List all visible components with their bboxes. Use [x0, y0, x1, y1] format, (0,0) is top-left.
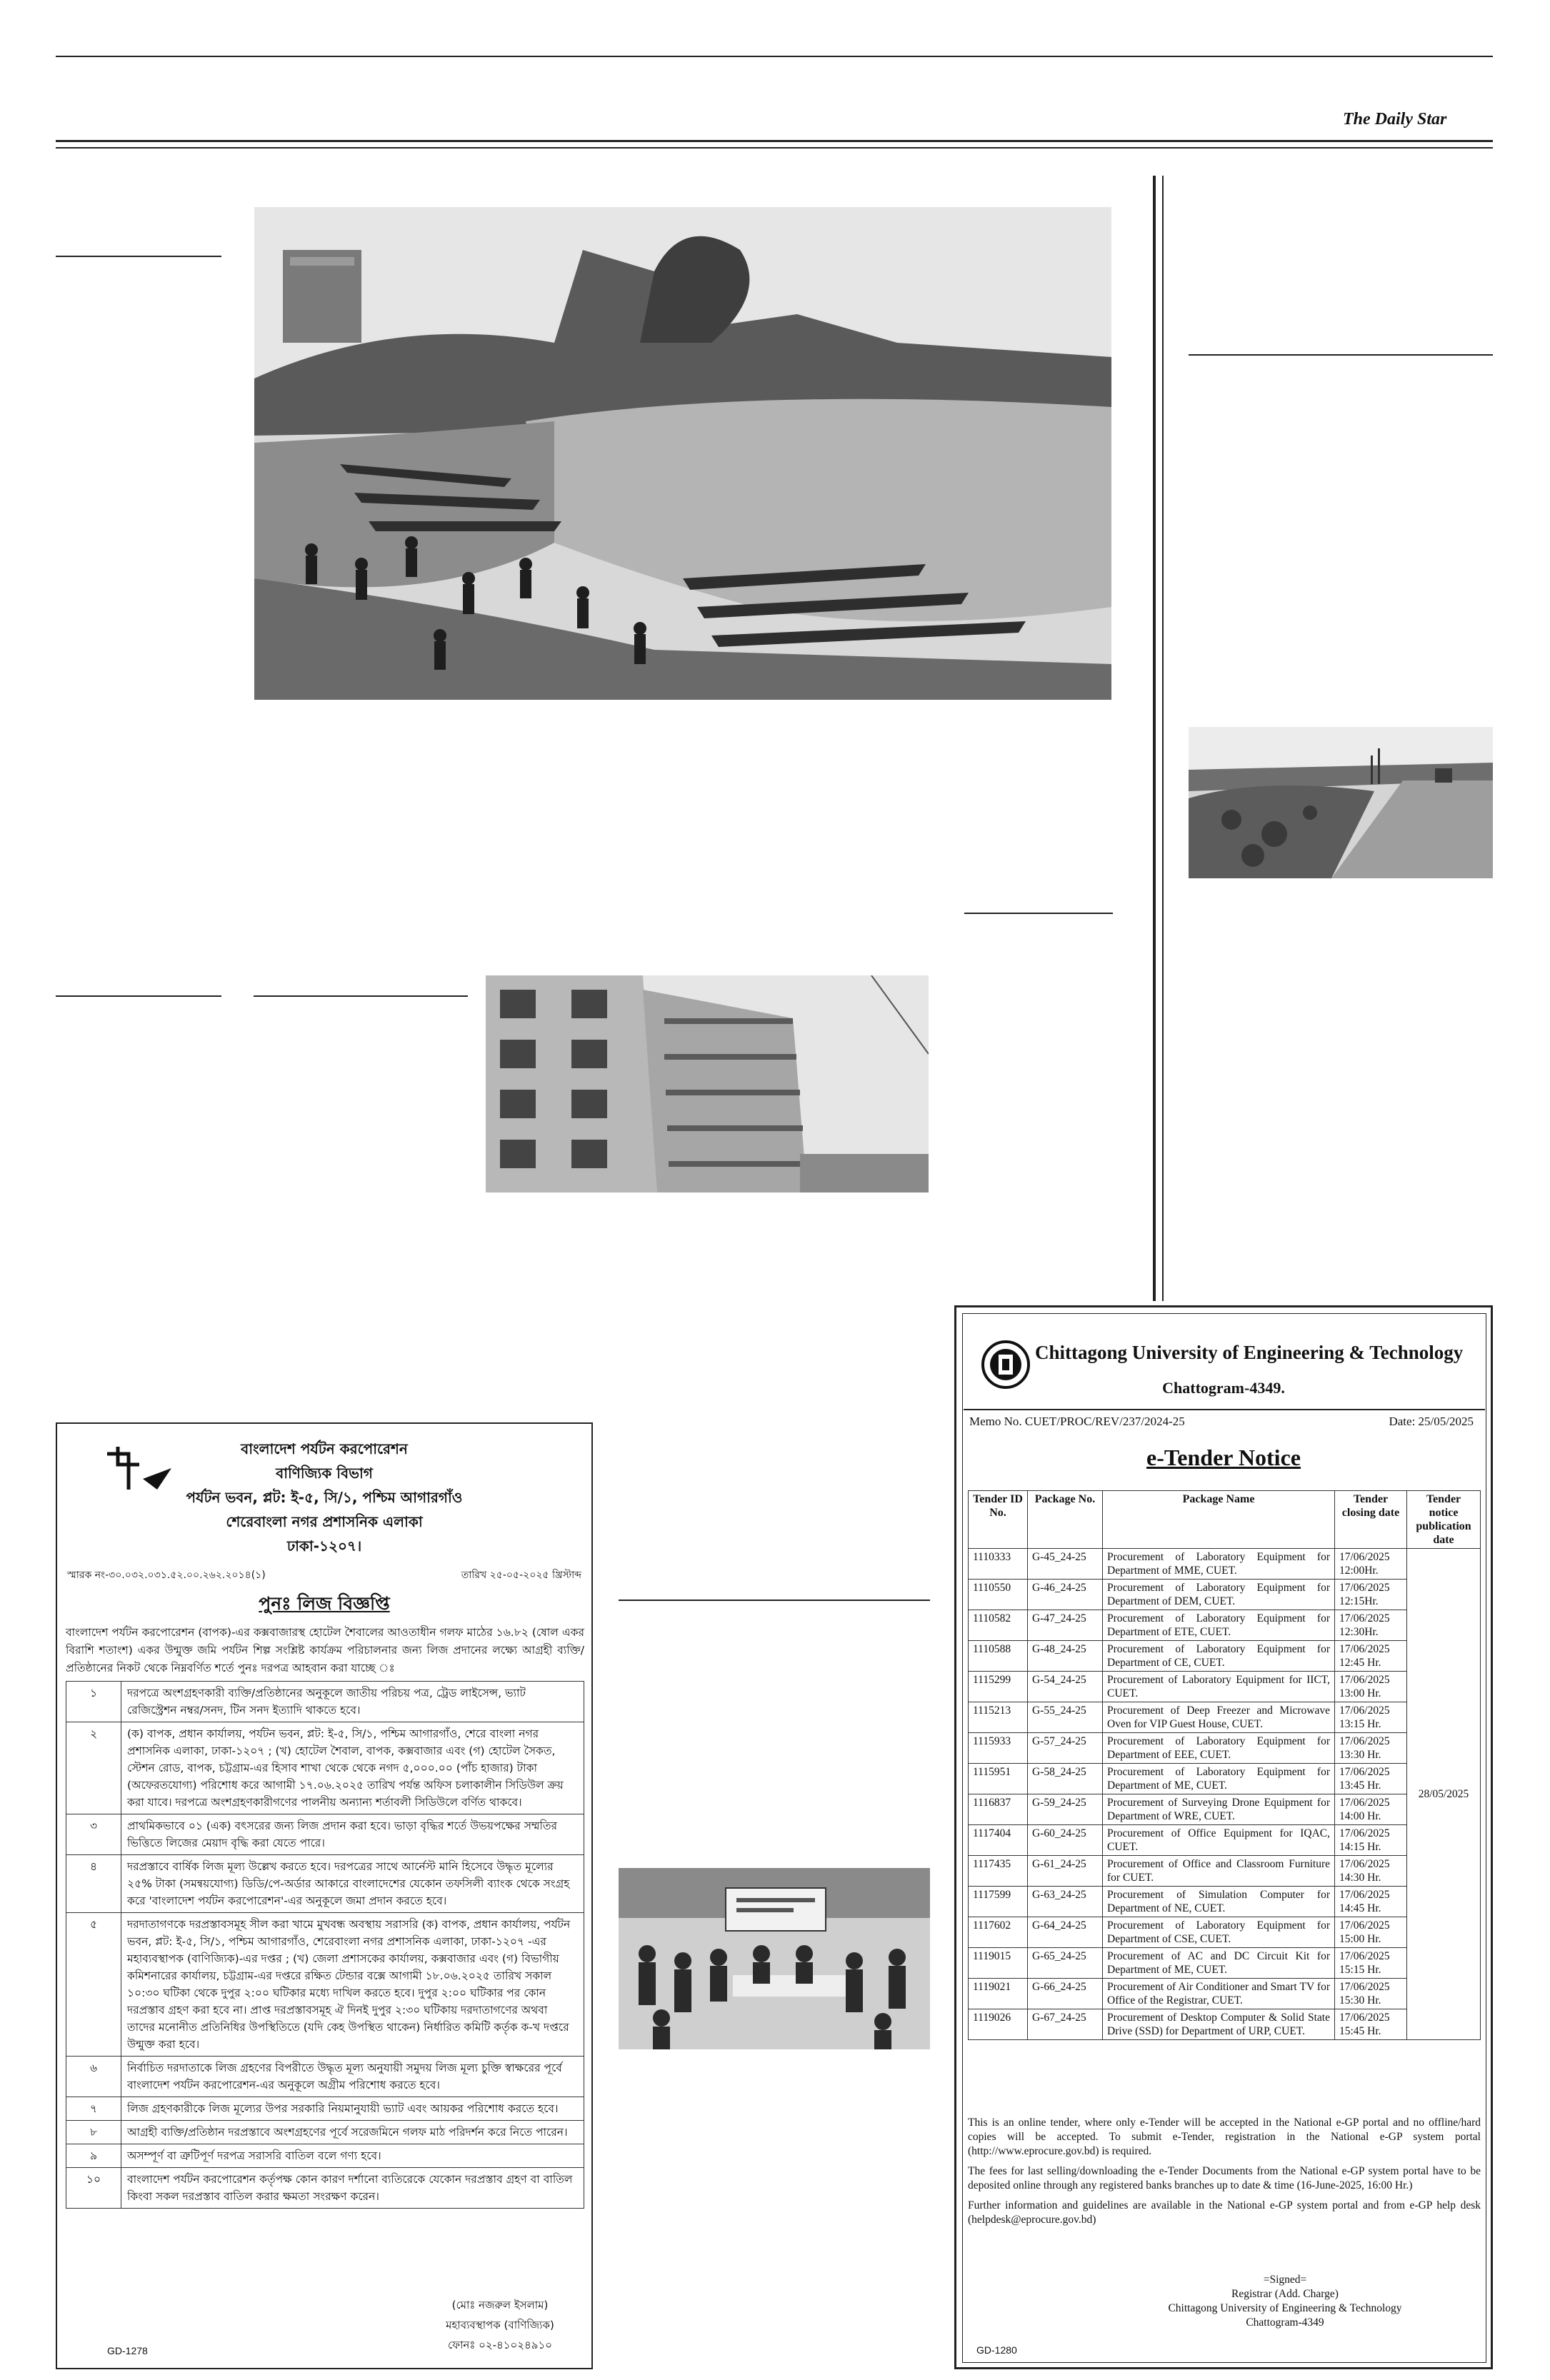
dept-name: বাণিজ্যিক বিভাগ: [276, 1465, 373, 1482]
closing-date: 17/06/2025: [1339, 2012, 1390, 2024]
closing-date: 17/06/2025: [1339, 1612, 1390, 1625]
lease-term-text: অসম্পূর্ণ বা ত্রুটিপূর্ণ দরপত্র সরাসরি বাতিল বলে গণ্য হবে।: [121, 2144, 584, 2168]
tender-signature: [1099, 2273, 1471, 2330]
package-name: Procurement of Laboratory Equipment for Department of ETE, CUET.: [1103, 1610, 1335, 1641]
closing-date: 17/06/2025: [1339, 1551, 1390, 1563]
closing-date: 17/06/2025: [1339, 1858, 1390, 1870]
tender-table: [968, 1490, 1481, 2040]
package-no: G-61_24-25: [1028, 1856, 1103, 1887]
package-name: Procurement of Simulation Computer for Department of NE, CUET.: [1103, 1887, 1335, 1917]
closing-date-cell: [1335, 1702, 1407, 1733]
lease-term-number: ৫: [66, 1913, 121, 2057]
package-name: Procurement of Laboratory Equipment for Department of EEE, CUET.: [1103, 1733, 1335, 1764]
river-boats-image: [254, 207, 1111, 700]
masthead-rule-thin: [56, 147, 1493, 149]
tender-id: 1119021: [969, 1979, 1028, 2009]
org-name: বাংলাদেশ পর্যটন করপোরেশন: [241, 1440, 408, 1457]
lease-term-row: [66, 1814, 584, 1855]
brand-logo: The Daily Star: [1343, 110, 1447, 129]
closing-date: 17/06/2025: [1339, 1889, 1390, 1901]
tender-id: 1117404: [969, 1825, 1028, 1856]
closing-time: 14:15 Hr.: [1339, 1841, 1381, 1853]
col-tender-id: Tender ID No.: [969, 1491, 1028, 1549]
package-name: Procurement of Laboratory Equipment for IICT, CUET.: [1103, 1672, 1335, 1702]
road-garbage-image: [1189, 727, 1493, 878]
tender-id: 1115213: [969, 1702, 1028, 1733]
closing-time: 14:45 Hr.: [1339, 1902, 1381, 1914]
closing-time: 12:45 Hr.: [1339, 1657, 1381, 1669]
closing-date-cell: [1335, 1641, 1407, 1672]
closing-date-cell: [1335, 1856, 1407, 1887]
lease-term-number: ২: [66, 1722, 121, 1814]
tender-id: 1110550: [969, 1580, 1028, 1610]
ad-code: GD-1280: [976, 2344, 1017, 2356]
closing-time: 12:30Hr.: [1339, 1626, 1379, 1638]
tender-id: 1119015: [969, 1948, 1028, 1979]
package-no: G-58_24-25: [1028, 1764, 1103, 1794]
tender-id: 1116837: [969, 1794, 1028, 1825]
protest-image: [619, 1868, 930, 2049]
tender-row: [969, 1979, 1481, 2009]
lease-term-number: ৩: [66, 1814, 121, 1855]
tender-id: 1117602: [969, 1917, 1028, 1948]
tender-id: 1110333: [969, 1549, 1028, 1580]
memo-date: তারিখ ২৫-০৫-২০২৫ খ্রিস্টাব্দ: [461, 1570, 581, 1581]
package-no: G-66_24-25: [1028, 1979, 1103, 2009]
package-name: Procurement of AC and DC Circuit Kit for Department of ME, CUET.: [1103, 1948, 1335, 1979]
package-name: Procurement of Laboratory Equipment for Department of CSE, CUET.: [1103, 1917, 1335, 1948]
package-name: Procurement of Deep Freezer and Microwave Oven for VIP Guest House, CUET.: [1103, 1702, 1335, 1733]
tender-date: Date: 25/05/2025: [1389, 1415, 1474, 1428]
col-closing-date: Tender closing date: [1335, 1491, 1407, 1549]
closing-time: 13:30 Hr.: [1339, 1749, 1381, 1761]
package-no: G-46_24-25: [1028, 1580, 1103, 1610]
tender-row: [969, 1887, 1481, 1917]
package-name: Procurement of Desktop Computer & Solid State Drive (SSD) for Department of URP, CUET.: [1103, 2009, 1335, 2040]
signatory-name: (মোঃ নজরুল ইসলাম): [451, 2299, 549, 2311]
tender-row: [969, 2009, 1481, 2040]
package-name: Procurement of Laboratory Equipment for Department of MME, CUET.: [1103, 1549, 1335, 1580]
lease-term-number: ৮: [66, 2121, 121, 2144]
tender-row: [969, 1764, 1481, 1794]
memo-number: স্মারক নং-৩০.০৩২.০৩১.৫২.০০.২৬২.২০১৪(১): [67, 1570, 266, 1581]
column-divider-thin: [1162, 176, 1164, 1301]
lease-term-row: [66, 1855, 584, 1913]
signatory-city: Chattogram-4349: [1246, 2316, 1324, 2329]
tender-id: 1110588: [969, 1641, 1028, 1672]
tender-table-header: [969, 1491, 1481, 1549]
closing-date: 17/06/2025: [1339, 1981, 1390, 1993]
top-rule: [56, 56, 1493, 57]
address-line-1: পর্যটন ভবন, প্লট: ই-৫, সি/১, পশ্চিম আগারগাঁও: [186, 1489, 463, 1506]
lease-intro: বাংলাদেশ পর্যটন করপোরেশন (বাপক)-এর কক্সবাজারস্থ হোটেল শৈবালের আওতাধীন গলফ মাঠের ১৬.৮২ (ষোল একর বিরাশি শতাংশ) একর উন্মুক্ত জমি পর্যটন শিল্প সংশ্লিষ্ট কার্যক্রম পরিচালনার জন্য লিজ প্রদানের লক্ষ্যে আগ্রহী ব্যক্তি/প্রতিষ্ঠানের নিকট থেকে নিম্নবর্ণিত শর্তে পুনঃ দরপত্র আহবান করা যাচ্ছে ঃ: [66, 1626, 584, 1674]
tender-row: [969, 1825, 1481, 1856]
tender-memo: Memo No. CUET/PROC/REV/237/2024-25: [969, 1415, 1185, 1428]
package-no: G-48_24-25: [1028, 1641, 1103, 1672]
closing-date-cell: [1335, 1580, 1407, 1610]
package-no: G-59_24-25: [1028, 1794, 1103, 1825]
closing-date-cell: [1335, 1733, 1407, 1764]
photo-road-garbage: [1189, 727, 1493, 878]
closing-date-cell: [1335, 1610, 1407, 1641]
lease-term-text: বাংলাদেশ পর্যটন করপোরেশন কর্তৃপক্ষ কোন কারণ দর্শানো ব্যতিরেকে যেকোন দরপ্রস্তাব গ্রহণ বা বাতিল কিংবা সকল দরপ্রস্তাব বাতিল করার ক্ষমতা সংরক্ষণ করেন।: [121, 2168, 584, 2209]
signed-mark: =Signed=: [1263, 2274, 1307, 2286]
closing-date: 17/06/2025: [1339, 1735, 1390, 1747]
closing-time: 12:15Hr.: [1339, 1595, 1379, 1607]
address-line-3: ঢাকা-১২০৭।: [286, 1537, 362, 1555]
closing-time: 15:30 Hr.: [1339, 1994, 1381, 2007]
package-no: G-54_24-25: [1028, 1672, 1103, 1702]
lease-term-number: ৭: [66, 2097, 121, 2121]
tender-table-wrap: [968, 1490, 1481, 2040]
closing-date: 17/06/2025: [1339, 1827, 1390, 1839]
tender-row: [969, 1580, 1481, 1610]
package-no: G-55_24-25: [1028, 1702, 1103, 1733]
closing-date: 17/06/2025: [1339, 1766, 1390, 1778]
lease-term-text: দরপ্রস্তাবে বার্ষিক লিজ মূল্য উল্লেখ করতে হবে। দরপত্রের সাথে আর্নেস্ট মানি হিসেবে উদ্ধৃত মূল্যের ২৫% টাকা (সমন্বয়যোগ্য) ডিডি/পে-অর্ডার আকারে বাংলাদেশের যেকোন তফসিলী ব্যাংক থেকে সংগ্রহ করে 'বাংলাদেশ পর্যটন করপোরেশন'-এর অনুকূলে জমা প্রদান করতে হবে।: [121, 1855, 584, 1913]
column-rule: [964, 913, 1113, 914]
lease-advertisement: [56, 1422, 593, 2369]
tender-advertisement: [954, 1305, 1493, 2369]
lease-term-number: ৯: [66, 2144, 121, 2168]
lease-term-number: ৪: [66, 1855, 121, 1913]
lease-term-row: [66, 2057, 584, 2097]
publication-date: 28/05/2025: [1407, 1549, 1481, 2040]
tender-row: [969, 1917, 1481, 1948]
tender-id: 1110582: [969, 1610, 1028, 1641]
closing-date-cell: [1335, 1948, 1407, 1979]
tender-row: [969, 1948, 1481, 1979]
tender-table-body: [969, 1549, 1481, 2040]
lease-term-number: ১: [66, 1682, 121, 1722]
col-publication-date: Tender notice publication date: [1407, 1491, 1481, 1549]
lease-term-text: নির্বাচিত দরদাতাকে লিজ গ্রহণের বিপরীতে উদ্ধৃত মূল্য অনুযায়ী সমুদয় লিজ মূল্য চুক্তি স্বাক্ষরের পূর্বে বাংলাদেশ পর্যটন করপোরেশন-এর অনুকূলে অগ্রীম পরিশোধ করতে হবে।: [121, 2057, 584, 2097]
closing-time: 13:45 Hr.: [1339, 1779, 1381, 1792]
package-no: G-64_24-25: [1028, 1917, 1103, 1948]
closing-date: 17/06/2025: [1339, 1919, 1390, 1932]
closing-date-cell: [1335, 1887, 1407, 1917]
tender-row: [969, 1702, 1481, 1733]
lease-term-text: লিজ গ্রহণকারীকে লিজ মূল্যের উপর সরকারি নিয়মানুযায়ী ভ্যাট এবং আয়কর পরিশোধ করতে হবে।: [121, 2097, 584, 2121]
package-name: Procurement of Office and Classroom Furniture for CUET.: [1103, 1856, 1335, 1887]
closing-time: 14:30 Hr.: [1339, 1872, 1381, 1884]
tender-id: 1115299: [969, 1672, 1028, 1702]
tender-notes: [968, 2116, 1481, 2227]
tender-note-1: This is an online tender, where only e-Tender will be accepted in the National e-GP portal and no offline/hard copies will be accepted. To submit e-Tender, registration in the National e-GP system portal (http://www.eprocure.gov.bd) is required.: [968, 2117, 1481, 2157]
tender-row: [969, 1641, 1481, 1672]
package-name: Procurement of Office Equipment for IQAC, CUET.: [1103, 1825, 1335, 1856]
col-package-no: Package No.: [1028, 1491, 1103, 1549]
package-no: G-45_24-25: [1028, 1549, 1103, 1580]
package-name: Procurement of Laboratory Equipment for Department of CE, CUET.: [1103, 1641, 1335, 1672]
package-no: G-65_24-25: [1028, 1948, 1103, 1979]
lease-ad-header: [57, 1437, 591, 1558]
column-rule: [254, 995, 468, 997]
tender-id: 1119026: [969, 2009, 1028, 2040]
closing-date: 17/06/2025: [1339, 1674, 1390, 1686]
package-name: Procurement of Air Conditioner and Smart TV for Office of the Registrar, CUET.: [1103, 1979, 1335, 2009]
package-no: G-60_24-25: [1028, 1825, 1103, 1856]
ad-code: GD-1278: [107, 2345, 148, 2356]
closing-time: 15:45 Hr.: [1339, 2025, 1381, 2037]
package-name: Procurement of Laboratory Equipment for Department of ME, CUET.: [1103, 1764, 1335, 1794]
closing-time: 13:15 Hr.: [1339, 1718, 1381, 1730]
closing-time: 15:15 Hr.: [1339, 1964, 1381, 1976]
tender-row: [969, 1733, 1481, 1764]
institution-city: Chattogram-4349.: [1162, 1379, 1285, 1397]
closing-time: 13:00 Hr.: [1339, 1687, 1381, 1699]
tender-row: [969, 1549, 1481, 1580]
closing-date: 17/06/2025: [1339, 1704, 1390, 1717]
closing-time: 12:00Hr.: [1339, 1565, 1379, 1577]
column-divider-thick: [1153, 176, 1156, 1301]
lease-title-wrap: [57, 1590, 591, 1620]
tender-row: [969, 1610, 1481, 1641]
closing-date-cell: [1335, 1764, 1407, 1794]
lease-terms: [66, 1681, 584, 2209]
closing-date: 17/06/2025: [1339, 1950, 1390, 1962]
masthead-rule-thick: [56, 140, 1493, 142]
lease-term-text: দরদাতাগণকে দরপ্রস্তাবসমূহ সীল করা খামে মুখবন্ধ অবস্থায় সরাসরি (ক) বাপক, প্রধান কার্যালয়, পর্যটন ভবন, প্লট: ই-৫, সি/১, পশ্চিম আগারগাঁও, শেরেবাংলা নগর প্রশাসনিক এলাকা, ঢাকা-১২০৭ -এর মহাব্যবস্থাপক (বাণিজ্যিক)-এর দপ্তর ; (খ) জেলা প্রশাসকের কার্যালয়, কক্সবাজার এবং (গ) বিভাগীয় কমিশনারের কার্যালয়, চট্টগ্রাম-এর দপ্তরে রক্ষিত টেন্ডার বক্সে আগামী ১৮.০৬.২০২৫ তারিখ সকাল ১০:৩০ ঘটিকা থেকে দুপুর ২:০০ ঘটিকার মধ্যে দাখিল করতে হবে। দুপুর ২:০০ ঘটিকার পর কোন দরপ্রস্তাব গ্রহণ করা হবে না। প্রাপ্ত দরপ্রস্তাবসমূহ ঐ দিনই দুপুর ২:৩০ ঘটিকায় দরদাতাগণের অথবা তাদের মনোনীত প্রতিনিধির উপস্থিতিতে (যদি কেহ উপস্থিত থাকেন) নির্ধারিত কমিটি কর্তৃক ক-খ দপ্তরে উন্মুক্ত করা হবে।: [121, 1913, 584, 2057]
address-line-2: শেরেবাংলা নগর প্রশাসনিক এলাকা: [226, 1513, 423, 1530]
column-rule: [56, 995, 221, 997]
lease-term-number: ১০: [66, 2168, 121, 2209]
package-name: Procurement of Laboratory Equipment for Department of DEM, CUET.: [1103, 1580, 1335, 1610]
lease-term-row: [66, 2121, 584, 2144]
tender-id: 1117599: [969, 1887, 1028, 1917]
signatory-title: Registrar (Add. Charge): [1231, 2288, 1339, 2300]
closing-date-cell: [1335, 1825, 1407, 1856]
closing-date-cell: [1335, 1549, 1407, 1580]
closing-time: 15:00 Hr.: [1339, 1933, 1381, 1945]
tender-note-3: Further information and guidelines are available in the National e-GP system portal and from e-GP help desk (helpdesk@eprocure.gov.bd): [968, 2199, 1481, 2226]
package-no: G-63_24-25: [1028, 1887, 1103, 1917]
package-no: G-47_24-25: [1028, 1610, 1103, 1641]
closing-date-cell: [1335, 1672, 1407, 1702]
lease-title: পুনঃ লিজ বিজ্ঞপ্তি: [259, 1593, 390, 1614]
lease-signature: [429, 2295, 571, 2355]
institution-name: Chittagong University of Engineering & Technology: [1035, 1342, 1464, 1363]
closing-date: 17/06/2025: [1339, 1797, 1390, 1809]
package-name: Procurement of Surveying Drone Equipment for Department of WRE, CUET.: [1103, 1794, 1335, 1825]
tender-header-rule: [964, 1409, 1485, 1410]
lease-term-row: [66, 2144, 584, 2168]
tender-id: 1115933: [969, 1733, 1028, 1764]
tender-note-2: The fees for last selling/downloading the e-Tender Documents from the National e-GP system portal have to be deposited online through any registered banks branches up to date & time (16-June-2025, 16:00 Hr.): [968, 2165, 1481, 2191]
signatory-title: মহাব্যবস্থাপক (বাণিজ্যিক): [446, 2319, 554, 2331]
tender-title: e-Tender Notice: [1146, 1445, 1301, 1470]
closing-date: 17/06/2025: [1339, 1582, 1390, 1594]
tender-id: 1115951: [969, 1764, 1028, 1794]
closing-date-cell: [1335, 1794, 1407, 1825]
lease-term-text: (ক) বাপক, প্রধান কার্যালয়, পর্যটন ভবন, প্লট: ই-৫, সি/১, পশ্চিম আগারগাঁও, শেরে বাংলা নগর প্রশাসনিক এলাকা, ঢাকা-১২০৭ ; (খ) হোটেল শৈবাল, বাপক, কক্সবাজার এবং (গ) হোটেল সৈকত, স্টেশন রোড, বাপক, চট্টগ্রাম-এর হিসাব শাখা থেকে থেকে নগদ ৫,০০০.০০ (পাঁচ হাজার) টাকা (অফেরতযোগ্য) পরিশোধ করে আগামী ১৭.০৬.২০২৫ তারিখ পর্যন্ত অফিস চলাকালীন সিডিউল ক্রয় করা যাবে। দরপত্রে অংশগ্রহণকারীগণের পালনীয় অন্যান্য শর্তাবলী সিডিউলে বর্ণিত থাকবে।: [121, 1722, 584, 1814]
closing-time: 14:00 Hr.: [1339, 1810, 1381, 1822]
lease-term-row: [66, 2168, 584, 2209]
package-no: G-67_24-25: [1028, 2009, 1103, 2040]
closing-date-cell: [1335, 2009, 1407, 2040]
photo-building: [486, 975, 929, 1192]
lease-term-row: [66, 2097, 584, 2121]
lease-term-row: [66, 1722, 584, 1814]
lease-term-row: [66, 1913, 584, 2057]
col-package-name: Package Name: [1103, 1491, 1335, 1549]
closing-date-cell: [1335, 1979, 1407, 2009]
package-no: G-57_24-25: [1028, 1733, 1103, 1764]
building-image: [486, 975, 929, 1192]
tender-id: 1117435: [969, 1856, 1028, 1887]
closing-date: 17/06/2025: [1339, 1643, 1390, 1655]
column-rule: [1189, 354, 1493, 356]
lease-term-text: প্রাথমিকভাবে ০১ (এক) বৎসরের জন্য লিজ প্রদান করা হবে। ভাড়া বৃদ্ধির শর্তে উভয়পক্ষের সম্মতির ভিত্তিতে লিজের মেয়াদ বৃদ্ধি করা যেতে পারে।: [121, 1814, 584, 1855]
lease-term-number: ৬: [66, 2057, 121, 2097]
signatory-institution: Chittagong University of Engineering & Technology: [1168, 2302, 1402, 2314]
lease-term-row: [66, 1682, 584, 1722]
photo-river-boats: [254, 207, 1111, 700]
tender-row: [969, 1856, 1481, 1887]
lease-terms-body: [66, 1682, 584, 2209]
photo-protest: [619, 1868, 930, 2049]
lease-term-text: আগ্রহী ব্যক্তি/প্রতিষ্ঠান দরপ্রস্তাবে অংশগ্রহণের পূর্বে সরেজমিনে গলফ মাঠ পরিদর্শন করে নিতে পারেন।: [121, 2121, 584, 2144]
lease-term-text: দরপত্রে অংশগ্রহণকারী ব্যক্তি/প্রতিষ্ঠানের অনুকূলে জাতীয় পরিচয় পত্র, ট্রেড লাইসেন্স, ভ্যাট রেজিস্ট্রেশন নম্বর/সনদ, টিন সনদ ইত্যাদি থাকতে হবে।: [121, 1682, 584, 1722]
lease-terms-table: [66, 1681, 584, 2209]
column-rule: [619, 1600, 930, 1601]
tender-row: [969, 1794, 1481, 1825]
tender-title-wrap: [956, 1445, 1491, 1471]
tender-row: [969, 1672, 1481, 1702]
signatory-phone: ফোনঃ ০২-৪১০২৪৯১০: [448, 2339, 552, 2351]
closing-date-cell: [1335, 1917, 1407, 1948]
column-rule: [56, 256, 221, 257]
